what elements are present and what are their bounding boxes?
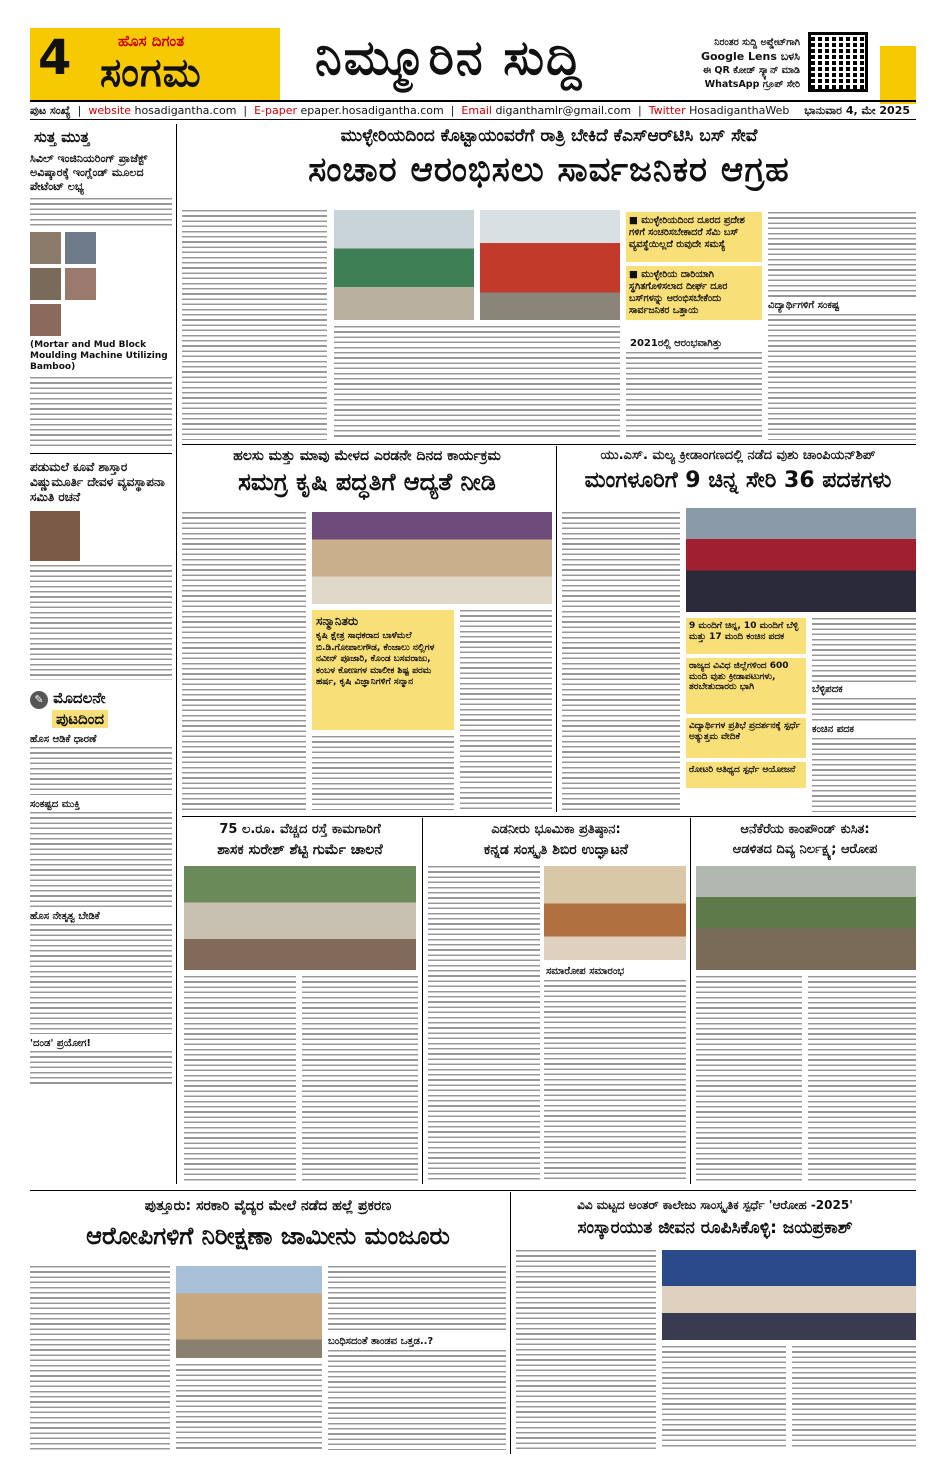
issue-date: ಭಾನುವಾರ 4, ಮೇ 2025	[804, 104, 910, 117]
hospital-photo	[176, 1266, 322, 1358]
compound-photo	[696, 866, 916, 970]
text-filler	[328, 1266, 506, 1332]
felicitated-title: ಸನ್ಮಾನಿತರು	[316, 614, 359, 628]
divider	[182, 816, 916, 817]
highlight-text: ಮುಳ್ಳೇರಿಯದಿಂದ ದೂರದ ಪ್ರದೇಶ ಗಳಿಗೆ ಸಂಚರಿಸಬೇಕಾದರೆ ಸೆಮಿ ಬಸ್ ವ್ಯವಸ್ಥೆಯಿಲ್ಲದೆ ರುವುದೇ ಸಮಸ್ಯೆ	[629, 215, 745, 250]
bail-kicker: ಪುತ್ತೂರು: ಸರಕಾರಿ ವೈದ್ಯರ ಮೇಲೆ ನಡೆದ ಹಲ್ಲೆ ಪ್ರಕರಣ	[144, 1198, 392, 1214]
fp-head: ಹೊಸ ನೇತೃತ್ವ ಬೇಡಿಕೆ	[30, 911, 100, 922]
lead-highlight-2	[626, 266, 762, 320]
wushu-highlight-1: 9 ಮಂದಿಗೆ ಚಿನ್ನ, 10 ಮಂದಿಗೆ ಬೆಳ್ಳಿ ಮತ್ತು 17 ಮಂದಿ ಕಂಚಿನ ಪದಕ	[686, 618, 806, 654]
text-filler	[30, 1051, 172, 1087]
sidebar-story1-head: ಸಿವಿಲ್ ಇಂಜಿನಿಯರಿಂಗ್ ಪ್ರಾಜೆಕ್ಟ್ ಅವಿಷ್ಕಾರಕ್ಕೆ ಇಂಗ್ಲೆಂಡ್ ಮೂಲದ ಪೇಟೆಂಟ್ ಲಭ್ಯ	[30, 152, 148, 193]
divider	[30, 453, 172, 454]
portrait-photo	[30, 304, 61, 336]
lead-highlight-1	[626, 212, 762, 262]
text-filler	[30, 198, 172, 228]
text-filler	[182, 512, 306, 810]
divider	[556, 446, 557, 812]
qr-line: WhatsApp ಗ್ರೂಪ್ ಸೇರಿ	[704, 79, 800, 90]
wushu-highlight-4: ರೋಟರಿ ಆತಿಥ್ಯದ ಸ್ಪರ್ಧೆ ಆಯೋಜನೆ	[686, 762, 806, 788]
bullet-icon: ■	[629, 215, 642, 226]
sidebar-column	[30, 124, 172, 1184]
wushu-bronze: ಕಂಚಿನ ಪದಕ	[812, 724, 855, 735]
text-filler	[30, 812, 172, 907]
section-title: ನಿಮ್ಮೂರಿನ ಸುದ್ದಿ	[315, 30, 584, 86]
text-filler	[428, 866, 540, 1182]
first-page-label	[30, 688, 172, 728]
sidebar-story2-head: ಪಡುಮಲೆ ಕೂವೆ ಶಾಸ್ತಾರ ವಿಷ್ಣುಮೂರ್ತಿ ದೇವಳ ವ್ಯವಸ್ಥಾಪನಾ ಸಮಿತಿ ರಚನೆ	[30, 460, 165, 504]
award-photo	[662, 1250, 916, 1340]
sidebar-story1-eng: (Mortar and Mud Block Moulding Machine Utilizing Bamboo)	[30, 340, 168, 372]
text-filler	[30, 1266, 170, 1450]
highlight-text: ಮುಳ್ಳೇರಿಯ ದಾರಿಯಾಗಿ ಸ್ಥಗಿತಗೊಳಿಸಲಾದ ದೀರ್ಘ ದೂರ ಬಸ್‌ಗಳನ್ನು ಆರಂಭಿಸಬೇಕೆಂದು ಸಾರ್ವಜನಿಕರ ಒತ್ತಾಯ	[629, 269, 728, 316]
first-page-title: ಮೊದಲನೇ	[53, 689, 106, 707]
bail-sub: ಬಂಧಿಸದಂತೆ ತಾಂಡವ ಒತ್ತಡ..?	[328, 1336, 434, 1347]
lead-headline: ಸಂಚಾರ ಆರಂಭಿಸಲು ಸಾರ್ವಜನಿಕರ ಆಗ್ರಹ	[308, 150, 790, 190]
author-photo	[30, 511, 80, 561]
portrait-photo	[65, 232, 96, 264]
first-page-title2: ಪುಟದಿಂದ	[52, 710, 108, 728]
twitter-label: Twitter	[648, 104, 686, 117]
bullet-icon: ■	[629, 269, 642, 280]
text-filler	[30, 747, 172, 795]
text-filler	[30, 377, 172, 447]
fp-head: ಸಂಕಷ್ಟದ ಮುಕ್ತಿ	[30, 799, 80, 810]
text-filler	[176, 1364, 322, 1450]
page-label: ಪುಟ ಸಂಖ್ಯೆ	[30, 104, 71, 117]
bus-photo-2	[480, 210, 620, 320]
text-filler	[302, 976, 418, 1182]
culture-sub: ಸಮಾರೋಪ ಸಮಾರಂಭ	[546, 966, 625, 977]
text-filler	[562, 512, 680, 812]
portraits	[30, 232, 96, 336]
text-filler	[460, 610, 552, 810]
text-filler	[30, 924, 172, 1034]
culture-headline: ಕನ್ನಡ ಸಂಸ್ಕೃತಿ ಶಿಬಿರ ಉದ್ಘಾಟನೆ	[483, 842, 629, 858]
road-ceremony-photo	[184, 866, 416, 970]
lead-sub-2021: 2021ರಲ್ಲಿ ಆರಂಭವಾಗಿತ್ತು	[630, 338, 723, 349]
text-filler	[696, 976, 802, 1182]
jayaprakash-headline: ಸಂಸ್ಕಾರಯುತ ಜೀವನ ರೂಪಿಸಿಕೊಳ್ಳಿ: ಜಯಪ್ರಕಾಶ್	[577, 1218, 853, 1238]
divider	[690, 818, 691, 1184]
krishi-headline: ಸಮಗ್ರ ಕೃಷಿ ಪದ್ಧತಿಗೆ ಆದ್ಯತೆ ನೀಡಿ	[238, 468, 496, 496]
fp-head: ಹೊಸ ಆಡಿಕೆ ಧಾರಣೆ	[30, 734, 97, 745]
text-filler	[328, 1350, 506, 1450]
email-link[interactable]: diganthamlr@gmail.com	[495, 104, 632, 117]
portrait-photo	[65, 268, 96, 300]
qr-line: ನಿರಂತರ ಸುದ್ದಿ ಅಪ್ಡೇಟ್‌ಗಾಗಿ	[714, 37, 800, 48]
wushu-kicker: ಯು.ಎಸ್. ಮಲ್ಯ ಕ್ರೀಡಾಂಗಣದಲ್ಲಿ ನಡೆದ ವುಶು ಚಾಂಪಿಯನ್‌ಶಿಪ್	[600, 448, 876, 463]
lead-sub-students: ವಿದ್ಯಾರ್ಥಿಗಳಿಗೆ ಸಂಕಷ್ಟ	[768, 300, 840, 311]
text-filler	[792, 1346, 916, 1450]
page-number: 4	[38, 30, 72, 86]
email-label: Email	[461, 104, 492, 117]
text-filler	[312, 736, 454, 810]
qr-line: Google Lens ಬಳಸಿ	[700, 50, 800, 63]
website-link[interactable]: hosadigantha.com	[134, 104, 237, 117]
wushu-highlight-3: ವಿದ್ಯಾರ್ಥಿಗಳ ಪ್ರತಿಭೆ ಪ್ರದರ್ಶನಕ್ಕೆ ಸ್ಪರ್ಧೆ ಅತ್ಯುತ್ತಮ ವೇದಿಕೆ	[686, 718, 806, 758]
divider	[30, 1190, 916, 1191]
wushu-highlight-2: ರಾಜ್ಯದ ವಿವಿಧ ಜಿಲ್ಲೆಗಳಿಂದ 600 ಮಂದಿ ವುಶು ಕ್ರೀಡಾಪಟುಗಳು, ತರಬೇತುದಾರರು ಭಾಗಿ	[686, 658, 806, 714]
felicitated-box	[312, 610, 454, 730]
text-filler	[626, 352, 762, 440]
qr-code-icon[interactable]	[808, 32, 868, 92]
qr-accent-box	[880, 46, 916, 104]
jayaprakash-kicker: ವಿವಿ ಮಟ್ಟದ ಅಂತರ್ ಕಾಲೇಜು ಸಾಂಸ್ಕೃತಿಕ ಸ್ಪರ್ಧೆ 'ಆರೋಹ -2025'	[577, 1198, 853, 1212]
text-filler	[808, 976, 916, 1182]
website-label: website	[88, 104, 131, 117]
text-filler	[812, 698, 916, 722]
text-filler	[334, 326, 620, 440]
text-filler	[184, 976, 296, 1182]
text-filler	[516, 1250, 656, 1450]
portrait-photo	[30, 268, 61, 300]
krishi-event-photo	[312, 512, 552, 604]
text-filler	[768, 212, 916, 297]
compound-headline: ಆಡಳಿತದ ದಿವ್ಯ ನಿರ್ಲಕ್ಷ್ಯ; ಆರೋಪ	[732, 842, 878, 857]
info-strip: ಪುಟ ಸಂಖ್ಯೆ | website hosadigantha.com | E-paper epaper.hosadigantha.com | Email diganthamlr@gmail.com | Twitter HosadiganthaWeb ಭಾನುವಾರ 4, ಮೇ 2025	[30, 100, 916, 120]
divider	[182, 444, 916, 445]
text-filler	[812, 618, 916, 682]
wushu-team-photo	[686, 508, 916, 612]
pencil-icon: ✎	[30, 691, 48, 709]
text-filler	[768, 314, 916, 440]
epaper-link[interactable]: epaper.hosadigantha.com	[300, 104, 444, 117]
road-headline: ಶಾಸಕ ಸುರೇಶ್ ಶೆಟ್ಟಿ ಗುರ್ಮೆ ಚಾಲನೆ	[217, 842, 383, 858]
brand-title: ಸಂಗಮ	[100, 50, 202, 96]
text-filler	[544, 980, 686, 1182]
twitter-link[interactable]: HosadiganthaWeb	[689, 104, 790, 117]
text-filler	[30, 565, 172, 680]
bus-photo-1	[334, 210, 474, 320]
road-kicker: 75 ಲ.ರೂ. ವೆಚ್ಚದ ರಸ್ತೆ ಕಾಮಗಾರಿಗೆ	[219, 822, 381, 837]
culture-event-photo	[544, 866, 686, 960]
culture-kicker: ಎಡನೀರು ಭೂಮಿಕಾ ಪ್ರತಿಷ್ಠಾನ:	[491, 822, 621, 837]
brand-small: ಹೊಸ ದಿಗಂತ	[118, 32, 185, 50]
text-filler	[812, 738, 916, 812]
epaper-label: E-paper	[254, 104, 298, 117]
qr-instructions	[640, 36, 800, 92]
wushu-headline: ಮಂಗಳೂರಿಗೆ 9 ಚಿನ್ನ ಸೇರಿ 36 ಪದಕಗಳು	[584, 468, 892, 493]
portrait-photo	[30, 232, 61, 264]
text-filler	[662, 1346, 786, 1450]
lead-kicker: ಮುಳ್ಳೇರಿಯದಿಂದ ಕೊಟ್ಟಾಯಂವರೆಗೆ ರಾತ್ರಿ ಬೇಕಿದೆ ಕೆಎಸ್ಆರ್‌ಟಿಸಿ ಬಸ್ ಸೇವೆ	[340, 126, 758, 146]
sidebar-divider	[176, 124, 177, 1184]
fp-head: 'ದಂಡ' ಪ್ರಯೋಗ!	[30, 1038, 91, 1049]
qr-line: ಈ QR ಕೋಡ್ ಸ್ಕ್ಯಾನ್ ಮಾಡಿ	[702, 65, 800, 76]
felicitated-text: ಕೃಷಿ ಕ್ಷೇತ್ರ ಸಾಧಕರಾದ ಬಾಳೆಮಲೆ ಬಿ.ಡಿ.ಗೋಪಾಲಗೌಡ, ಕೆಂಜಾಲು ನಲ್ಲಿಗಳ ನವೀನ್ ಪೂಜಾರಿ, ಕೊಂಡ ಬಸವರಾಜು, ಕಂಬಳ ಕೋಣಗಳ ಮಾಲೀಕ ಶಿಷ್ಟ ಪರಮ ಹರ್ಷ, ಕೃಷಿ ವಿಜ್ಞಾನಿಗಳಿಗೆ ಸನ್ಮಾನ	[316, 631, 435, 687]
divider	[510, 1192, 511, 1454]
compound-kicker: ಆನೆಕೆರೆಯ ಕಾಂಪೌಂಡ್ ಕುಸಿತ:	[740, 822, 870, 837]
wushu-silver: ಬೆಳ್ಳಿಪದಕ	[812, 684, 843, 695]
sidebar-column-name: ಸುತ್ತ ಮುತ್ತ	[34, 128, 90, 146]
krishi-kicker: ಹಲಸು ಮತ್ತು ಮಾವು ಮೇಳದ ಎರಡನೇ ದಿನದ ಕಾರ್ಯಕ್ರಮ	[233, 448, 501, 464]
bail-headline: ಆರೋಪಿಗಳಿಗೆ ನಿರೀಕ್ಷಣಾ ಜಾಮೀನು ಮಂಜೂರು	[86, 1222, 450, 1250]
text-filler	[182, 210, 327, 440]
divider	[422, 818, 423, 1184]
